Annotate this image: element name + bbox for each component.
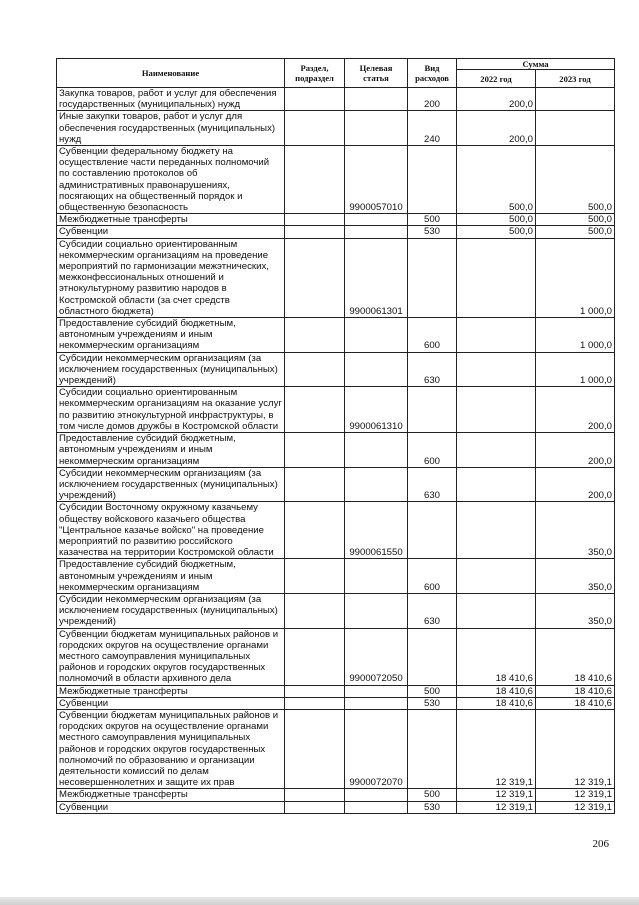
- cell-target: [345, 559, 408, 594]
- cell-name: Субвенции: [57, 801, 285, 813]
- cell-section: [285, 559, 345, 594]
- table-row: [57, 801, 615, 813]
- cell-expense-type: 630: [408, 467, 457, 502]
- cell-target: [345, 433, 408, 468]
- cell-expense-type: 630: [408, 593, 457, 628]
- cell-name: Межбюджетные трансферты: [57, 789, 285, 801]
- cell-name: Субвенции бюджетам муниципальных районов и городских округов на осуществление органами местного самоуправления муниципальных районов и городских округов государственных полномочий в области архивного дела: [57, 628, 285, 685]
- cell-expense-type: 600: [408, 433, 457, 468]
- cell-section: [285, 226, 345, 238]
- cell-amount-2022: 12 319,1: [457, 789, 536, 801]
- cell-target: [345, 593, 408, 628]
- table-row: [57, 387, 615, 433]
- cell-expense-type: 500: [408, 214, 457, 226]
- cell-expense-type: 530: [408, 801, 457, 813]
- cell-expense-type: [408, 502, 457, 559]
- cell-amount-2022: 18 410,6: [457, 685, 536, 697]
- cell-section: [285, 593, 345, 628]
- table-row: [57, 146, 615, 214]
- cell-expense-type: 200: [408, 88, 457, 111]
- cell-target: [345, 318, 408, 353]
- cell-name: Субсидии некоммерческим организациям (за исключением государственных (муниципальных) учреждений): [57, 467, 285, 502]
- table-body: [57, 88, 615, 814]
- cell-section: [285, 467, 345, 502]
- table-row: [57, 111, 615, 146]
- cell-amount-2023: 12 319,1: [536, 801, 615, 813]
- cell-amount-2022: 500,0: [457, 146, 536, 214]
- table-row: [57, 709, 615, 788]
- cell-amount-2022: [457, 433, 536, 468]
- cell-expense-type: 530: [408, 697, 457, 709]
- cell-expense-type: 500: [408, 685, 457, 697]
- cell-expense-type: 500: [408, 789, 457, 801]
- cell-expense-type: 600: [408, 559, 457, 594]
- table-row: [57, 697, 615, 709]
- table-row: [57, 226, 615, 238]
- cell-name: Субсидии некоммерческим организациям (за исключением государственных (муниципальных) учреждений): [57, 593, 285, 628]
- cell-expense-type: 530: [408, 226, 457, 238]
- header-expense-type: Вид расходов: [408, 59, 457, 88]
- cell-amount-2022: [457, 387, 536, 433]
- cell-target: [345, 467, 408, 502]
- cell-amount-2023: 200,0: [536, 387, 615, 433]
- page-number: 206: [592, 838, 609, 850]
- cell-amount-2022: [457, 238, 536, 317]
- cell-expense-type: [408, 628, 457, 685]
- table-row: [57, 789, 615, 801]
- header-year-2022: 2022 год: [457, 70, 536, 88]
- cell-expense-type: [408, 146, 457, 214]
- cell-section: [285, 709, 345, 788]
- cell-name: Иные закупки товаров, работ и услуг для обеспечения государственных (муниципальных) нужд: [57, 111, 285, 146]
- table-row: [57, 593, 615, 628]
- cell-target: 9900072050: [345, 628, 408, 685]
- cell-target: 9900057010: [345, 146, 408, 214]
- cell-amount-2022: 18 410,6: [457, 628, 536, 685]
- header-section: Раздел, подраздел: [285, 59, 345, 88]
- cell-target: [345, 111, 408, 146]
- cell-amount-2023: 350,0: [536, 502, 615, 559]
- cell-amount-2023: [536, 88, 615, 111]
- cell-name: Субвенции федеральному бюджету на осуществление части переданных полномочий по составлению протоколов об административных правонарушениях, посягающих на общественный порядок и общественную безопасность: [57, 146, 285, 214]
- cell-name: Предоставление субсидий бюджетным, автономным учреждениям и иным некоммерческим организациям: [57, 559, 285, 594]
- table-row: [57, 214, 615, 226]
- cell-name: Субвенции бюджетам муниципальных районов и городских округов на осуществление органами местного самоуправления муниципальных районов и городских округов государственных полномочий по образованию и организации деятельности комиссий по делам несовершеннолетних и защите их прав: [57, 709, 285, 788]
- budget-table: [56, 58, 615, 814]
- cell-target: [345, 685, 408, 697]
- cell-target: [345, 789, 408, 801]
- cell-name: Закупка товаров, работ и услуг для обеспечения государственных (муниципальных) нужд: [57, 88, 285, 111]
- cell-amount-2022: [457, 318, 536, 353]
- cell-amount-2023: 18 410,6: [536, 685, 615, 697]
- cell-amount-2022: 200,0: [457, 88, 536, 111]
- table-row: [57, 559, 615, 594]
- cell-name: Субсидии некоммерческим организациям (за исключением государственных (муниципальных) учреждений): [57, 352, 285, 387]
- cell-amount-2023: 1 000,0: [536, 318, 615, 353]
- cell-amount-2022: 18 410,6: [457, 697, 536, 709]
- cell-amount-2023: 500,0: [536, 146, 615, 214]
- cell-section: [285, 628, 345, 685]
- cell-amount-2022: [457, 593, 536, 628]
- cell-target: [345, 88, 408, 111]
- table-row: [57, 238, 615, 317]
- cell-amount-2022: 12 319,1: [457, 709, 536, 788]
- cell-amount-2023: 350,0: [536, 593, 615, 628]
- cell-amount-2022: 200,0: [457, 111, 536, 146]
- cell-amount-2022: [457, 467, 536, 502]
- cell-amount-2023: [536, 111, 615, 146]
- cell-name: Предоставление субсидий бюджетным, автономным учреждениям и иным некоммерческим организациям: [57, 433, 285, 468]
- cell-name: Субсидии социально ориентированным некоммерческим организациям на оказание услуг по развитию этнокультурной инфраструктуры, в том числе домов дружбы в Костромской области: [57, 387, 285, 433]
- cell-amount-2023: 12 319,1: [536, 709, 615, 788]
- cell-section: [285, 352, 345, 387]
- header-year-2023: 2023 год: [536, 70, 615, 88]
- header-sum: Сумма: [457, 59, 615, 70]
- cell-target: [345, 214, 408, 226]
- cell-target: 9900061550: [345, 502, 408, 559]
- cell-section: [285, 801, 345, 813]
- cell-name: Субсидии Восточному окружному казачьему обществу войскового казачьего общества "Центральное казачье войско" на проведение мероприятий по развитию российского казачества на территории Костромской области: [57, 502, 285, 559]
- cell-section: [285, 685, 345, 697]
- cell-target: [345, 226, 408, 238]
- cell-section: [285, 238, 345, 317]
- cell-expense-type: 240: [408, 111, 457, 146]
- cell-amount-2022: 500,0: [457, 214, 536, 226]
- cell-name: Субвенции: [57, 226, 285, 238]
- cell-section: [285, 433, 345, 468]
- cell-amount-2022: [457, 502, 536, 559]
- cell-target: [345, 801, 408, 813]
- cell-expense-type: 600: [408, 318, 457, 353]
- cell-section: [285, 146, 345, 214]
- cell-target: [345, 697, 408, 709]
- cell-section: [285, 789, 345, 801]
- cell-target: 9900072070: [345, 709, 408, 788]
- cell-expense-type: [408, 709, 457, 788]
- cell-target: 9900061310: [345, 387, 408, 433]
- cell-amount-2023: 500,0: [536, 226, 615, 238]
- cell-amount-2022: 500,0: [457, 226, 536, 238]
- cell-amount-2022: [457, 559, 536, 594]
- cell-target: 9900061301: [345, 238, 408, 317]
- cell-amount-2022: [457, 352, 536, 387]
- page-edge: [0, 897, 639, 905]
- cell-amount-2023: 1 000,0: [536, 238, 615, 317]
- cell-section: [285, 387, 345, 433]
- cell-section: [285, 502, 345, 559]
- cell-amount-2023: 18 410,6: [536, 628, 615, 685]
- cell-section: [285, 318, 345, 353]
- table-row: [57, 433, 615, 468]
- cell-expense-type: [408, 387, 457, 433]
- cell-section: [285, 214, 345, 226]
- cell-amount-2023: 1 000,0: [536, 352, 615, 387]
- header-name: Наименование: [57, 59, 285, 88]
- cell-amount-2023: 200,0: [536, 433, 615, 468]
- table-header: [57, 59, 615, 88]
- cell-name: Межбюджетные трансферты: [57, 214, 285, 226]
- table-row: [57, 685, 615, 697]
- cell-amount-2023: 500,0: [536, 214, 615, 226]
- table-row: [57, 318, 615, 353]
- cell-name: Субвенции: [57, 697, 285, 709]
- header-target: Целевая статья: [345, 59, 408, 88]
- cell-expense-type: [408, 238, 457, 317]
- cell-section: [285, 88, 345, 111]
- table-row: [57, 502, 615, 559]
- table-row: [57, 628, 615, 685]
- cell-amount-2023: 200,0: [536, 467, 615, 502]
- cell-expense-type: 630: [408, 352, 457, 387]
- cell-section: [285, 697, 345, 709]
- cell-amount-2022: 12 319,1: [457, 801, 536, 813]
- table-row: [57, 467, 615, 502]
- cell-section: [285, 111, 345, 146]
- cell-name: Межбюджетные трансферты: [57, 685, 285, 697]
- table-row: [57, 88, 615, 111]
- cell-target: [345, 352, 408, 387]
- cell-name: Субсидии социально ориентированным некоммерческим организациям на проведение мероприятий по гармонизации межэтнических, межконфессиональных отношений и этнокультурному развитию народов в Костромской области (за счет средств областного бюджета): [57, 238, 285, 317]
- cell-name: Предоставление субсидий бюджетным, автономным учреждениям и иным некоммерческим организациям: [57, 318, 285, 353]
- cell-amount-2023: 12 319,1: [536, 789, 615, 801]
- cell-amount-2023: 350,0: [536, 559, 615, 594]
- cell-amount-2023: 18 410,6: [536, 697, 615, 709]
- table-row: [57, 352, 615, 387]
